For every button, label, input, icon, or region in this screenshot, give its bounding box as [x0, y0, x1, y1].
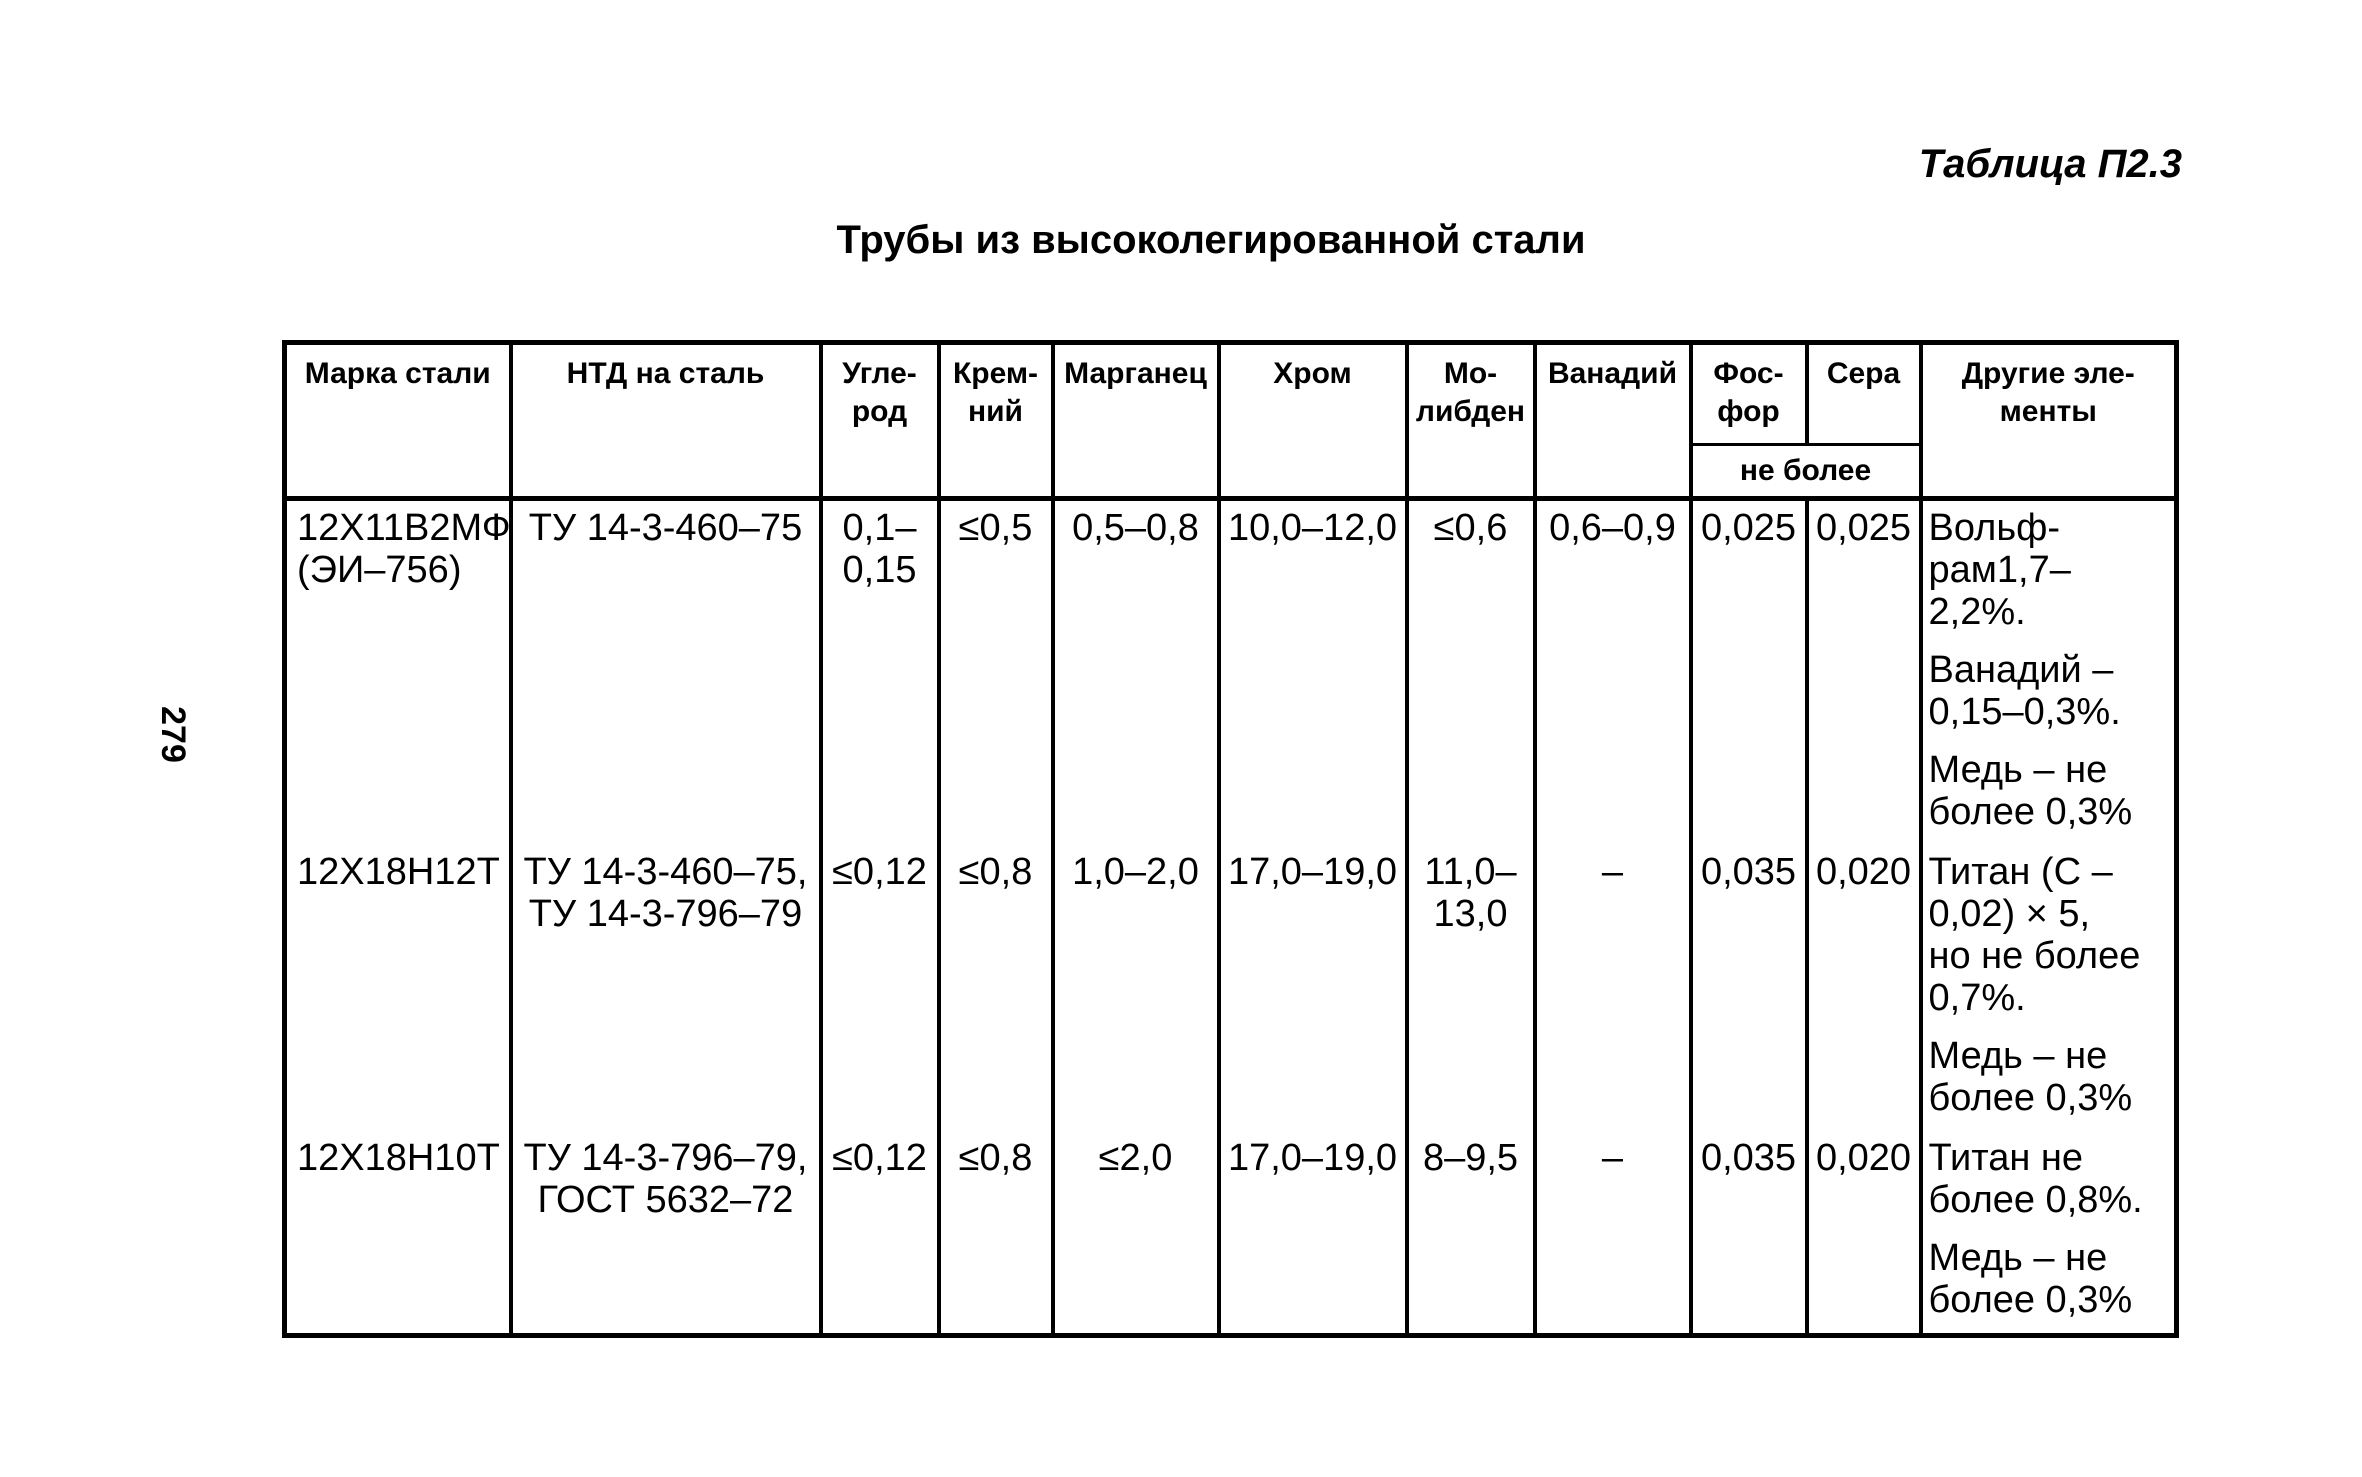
header-sulfur: Сера — [1807, 343, 1921, 445]
table-row — [285, 499, 2177, 846]
cell-phosphorus: 0,025 — [1691, 499, 1807, 846]
cell-vanadium: – — [1535, 1131, 1691, 1336]
steel-pipes-table — [282, 340, 2179, 1338]
cell-sulfur: 0,020 — [1807, 1131, 1921, 1336]
cell-ntd: ТУ 14-3-796–79, ГОСТ 5632–72 — [511, 1131, 821, 1336]
cell-chromium: 10,0–12,0 — [1219, 499, 1407, 846]
cell-silicon: ≤0,8 — [939, 1131, 1053, 1336]
table-row — [285, 845, 2177, 1131]
element-note: Медь – не более 0,3% — [1928, 749, 2133, 833]
cell-carbon: 0,1– 0,15 — [821, 499, 939, 846]
cell-grade: 12Х18Н10Т — [285, 1131, 511, 1336]
page-number: 279 — [153, 706, 192, 763]
header-max-note: не более — [1691, 445, 1921, 499]
cell-molybdenum: ≤0,6 — [1407, 499, 1535, 846]
element-note: Медь – не более 0,3% — [1928, 1237, 2133, 1321]
cell-sulfur: 0,020 — [1807, 845, 1921, 1131]
cell-vanadium: 0,6–0,9 — [1535, 499, 1691, 846]
cell-other-elements — [1921, 1131, 2177, 1336]
cell-sulfur: 0,025 — [1807, 499, 1921, 846]
header-chromium: Хром — [1219, 343, 1407, 499]
cell-manganese: 0,5–0,8 — [1053, 499, 1219, 846]
cell-vanadium: – — [1535, 845, 1691, 1131]
header-phosphorus: Фос- фор — [1691, 343, 1807, 445]
cell-ntd: ТУ 14-3-460–75, ТУ 14-3-796–79 — [511, 845, 821, 1131]
cell-carbon: ≤0,12 — [821, 845, 939, 1131]
element-note: Ванадий – 0,15–0,3%. — [1928, 649, 2121, 733]
table-label: Таблица П2.3 — [1918, 142, 2182, 186]
element-note: Титан не более 0,8%. — [1928, 1137, 2143, 1221]
header-grade: Марка стали — [285, 343, 511, 499]
cell-manganese: ≤2,0 — [1053, 1131, 1219, 1336]
header-row — [285, 343, 2177, 445]
cell-carbon: ≤0,12 — [821, 1131, 939, 1336]
header-silicon: Крем- ний — [939, 343, 1053, 499]
header-carbon: Угле- род — [821, 343, 939, 499]
cell-molybdenum: 8–9,5 — [1407, 1131, 1535, 1336]
element-note: Титан (С – 0,02) × 5, но не более 0,7%. — [1928, 851, 2141, 1019]
cell-manganese: 1,0–2,0 — [1053, 845, 1219, 1131]
cell-other-elements — [1921, 845, 2177, 1131]
header-vanadium: Ванадий — [1535, 343, 1691, 499]
page-title: Трубы из высоколегированной стали — [836, 218, 1586, 262]
cell-phosphorus: 0,035 — [1691, 845, 1807, 1131]
element-note: Медь – не более 0,3% — [1928, 1035, 2133, 1119]
cell-silicon: ≤0,5 — [939, 499, 1053, 846]
cell-other-elements — [1921, 499, 2177, 846]
cell-grade: 12Х18Н12Т — [285, 845, 511, 1131]
cell-molybdenum: 11,0– 13,0 — [1407, 845, 1535, 1131]
cell-ntd: ТУ 14-3-460–75 — [511, 499, 821, 846]
header-other-elements: Другие эле- менты — [1921, 343, 2177, 499]
header-molybdenum: Мо- либден — [1407, 343, 1535, 499]
table-row — [285, 1131, 2177, 1336]
cell-silicon: ≤0,8 — [939, 845, 1053, 1131]
cell-phosphorus: 0,035 — [1691, 1131, 1807, 1336]
header-manganese: Марганец — [1053, 343, 1219, 499]
cell-chromium: 17,0–19,0 — [1219, 1131, 1407, 1336]
header-ntd: НТД на сталь — [511, 343, 821, 499]
cell-grade: 12Х11В2МФ (ЭИ–756) — [285, 499, 511, 846]
element-note: Вольф- рам1,7–2,2%. — [1928, 507, 2071, 633]
cell-chromium: 17,0–19,0 — [1219, 845, 1407, 1131]
